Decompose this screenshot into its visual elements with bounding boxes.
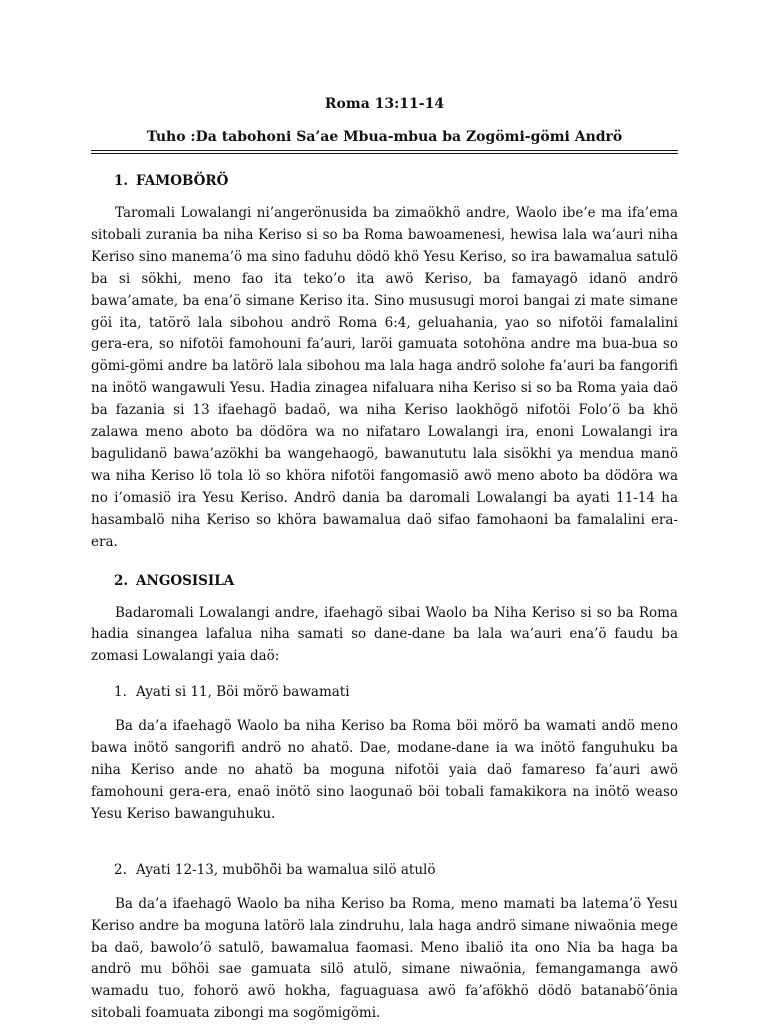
section-number: 2. bbox=[114, 572, 129, 589]
subsection-paragraph-ayati-12-13: Ba da’a ifaehagö Waolo ba niha Keriso ba Roma, meno mamati ba latema’ö Yesu Keriso andre ba moguna latörö lala zindruhu, lala haga andrö simane niwaönia mege ba daö, bawolo’ö satulö, bawamalua faomasi. Meno ibaliö ita ono Nia ba haga ba andrö mu böhöi sae gamuata silö atulö, simane niwaönia, femangamanga awö wamadu tuo, fohorö awö hokha, faguaguasa awö fa’afökhö dödö batanabö’önia sitobali foamuata zibongi ma sogömigömi. bbox=[91, 895, 678, 1022]
subsection-number: 2. bbox=[114, 861, 127, 878]
subsection-label: Ayati si 11, Böi mörö bawamati bbox=[136, 684, 350, 701]
subsection-ayati-11 bbox=[114, 682, 678, 702]
subsection-paragraph-ayati-11: Ba da’a ifaehagö Waolo ba niha Keriso ba Roma böi mörö ba wamati andö meno bawa inötö sangorifi andrö no ahatö. Dae, modane-dane ia wa inötö fanguhuku ba niha Keriso ande no ahatö ba moguna nifotöi yaia daö famareso fa’auri awö famohouni gera-era, enaö inötö sino laogunaö böi tobali famakikora na inötö weaso Yesu Keriso bawanguhuku. bbox=[91, 718, 678, 822]
section-number: 1. bbox=[114, 173, 129, 189]
section-paragraph-angosisila: Badaromali Lowalangi andre, ifaehagö sibai Waolo ba Niha Keriso si so ba Roma hadia sinangea lafalua niha samati so dane-dane ba lala wa’auri ena’ö faudu ba zomasi Lowalangi yaia daö: bbox=[91, 604, 678, 665]
section-heading-angosisila bbox=[114, 571, 678, 591]
document-page bbox=[91, 84, 678, 1025]
document-subtitle: Tuho :Da tabohoni Sa’ae Mbua-mbua ba Zogömi-gömi Andrö bbox=[146, 129, 623, 145]
subsection-ayati-12-13 bbox=[114, 860, 678, 880]
document-title: Roma 13:11-14 bbox=[324, 96, 445, 112]
section-heading-famoboro bbox=[114, 171, 678, 191]
section-heading-text: FAMOBÖRÖ bbox=[136, 173, 229, 189]
section-heading-text: ANGOSISILA bbox=[136, 572, 235, 589]
section-paragraph-famoboro: Taromali Lowalangi ni’angerönusida ba zimaökhö andre, Waolo ibe’e ma ifa’ema sitobali zurania ba niha Keriso si so ba Roma bawoamenesi, hewisa lala wa’auri niha Keriso sino manema’ö ma sino faduhu dödö khö Yesu Keriso, so ira bawamalua satulö ba si sökhi, meno fao ita teko’o ita awö Keriso, ba famayagö idanö andrö bawa’amate, ba ena’ö simane Keriso ita. Sino mususugi moroi bangai zi mate simane göi ita, tatörö lala sibohou andrö Roma 6:4, geluahania, yao so nifotöi famalalini gera-era, so nifotöi famohouni fa’auri, laröi gamuata sotohöna andre ma bua-bua so gömi-gömi andre ba latörö lala sibohou ma lala haga andrö solohe fa’auri ba fangorifi na inötö wangawuli Yesu. Hadia zinagea nifaluara niha Keriso si so ba Roma yaia daö ba fazania si 13 ifaehagö badaö, wa niha Keriso laokhögö nifotöi Folo’ö ba khö zalawa meno aboto ba dödöra wa no nifataro Lowalangi ira, enoni Lowalangi ira bagulidanö bawa’azökhi ba wangehaogö, bawanututu lala sisökhi ya mendua manö wa niha Keriso lö tola lö so khöra nifotöi fangomasiö awö meno aboto ba dödöra wa no i’omasiö ira Yesu Keriso. Andrö dania ba daromali Lowalangi ba ayati 11-14 ha hasambalö niha Keriso so khöra bawamalua daö sifao famohaoni ba famalalini era-era. bbox=[91, 205, 678, 550]
subsection-number: 1. bbox=[114, 684, 127, 701]
subsection-label: Ayati 12-13, mubö̈hö̈i ba wamalua silö atulö bbox=[136, 861, 436, 878]
title-divider bbox=[91, 150, 678, 154]
